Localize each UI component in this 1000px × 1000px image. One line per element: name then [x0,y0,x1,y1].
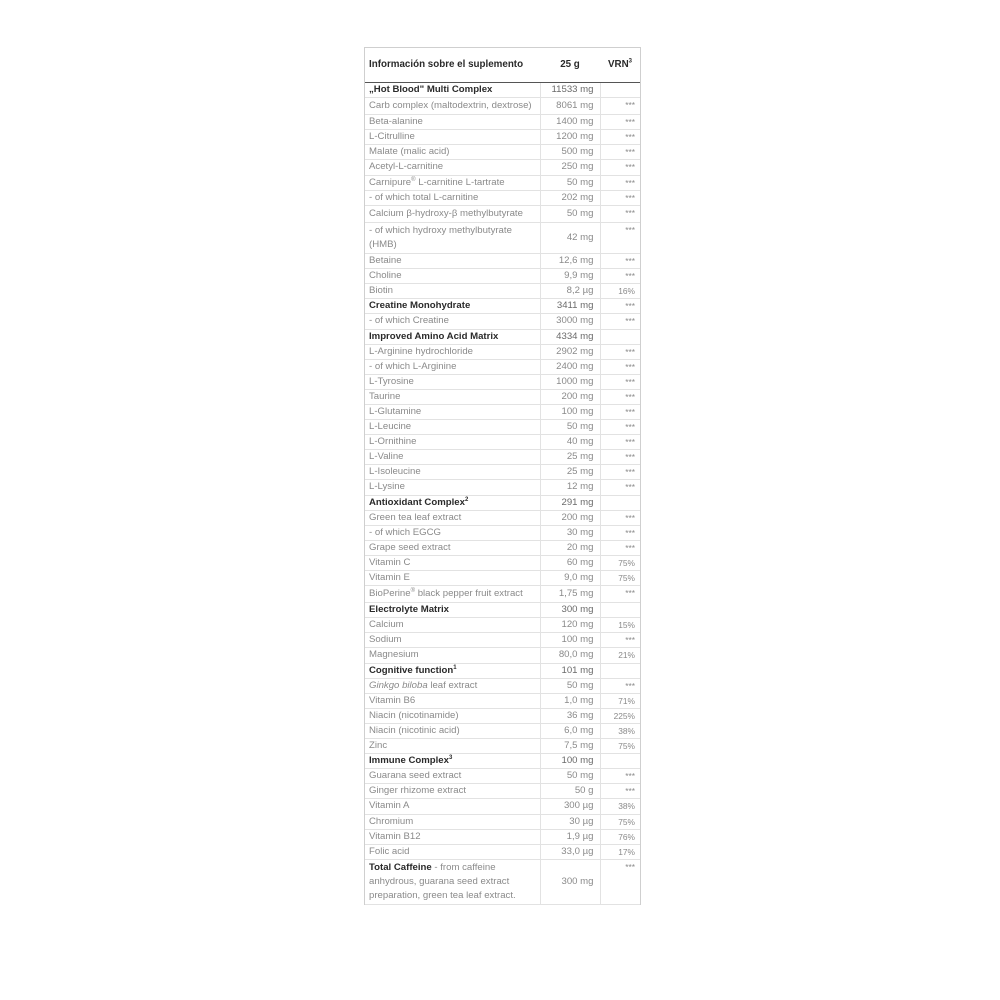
ingredient-label: Vitamin B12 [369,830,421,842]
ingredient-label: - of which Creatine [369,315,449,327]
table-row [365,829,640,844]
ingredient-superscript: 2 [464,496,469,503]
ingredient-label-rest: L-carnitine L-tartrate [415,176,505,188]
ingredient-amount: 1,0 mg [540,693,600,708]
ingredient-name [365,648,540,663]
ingredient-label: Electrolyte Matrix [369,604,449,616]
ingredient-label: Cognitive function [369,664,454,676]
ingredient-name [365,389,540,404]
ingredient-name [365,618,540,633]
ingredient-name [365,420,540,435]
ingredient-name [365,329,540,344]
ingredient-label: Total Caffeine [369,861,432,873]
table-row [365,299,640,314]
ingredient-vrn: *** [600,130,640,145]
ingredient-label: Magnesium [369,649,419,661]
ingredient-amount: 30 µg [540,814,600,829]
ingredient-name [365,754,540,769]
ingredient-amount: 2902 mg [540,344,600,359]
ingredient-amount: 1,9 µg [540,829,600,844]
ingredient-label: Niacin (nicotinamide) [369,709,459,721]
ingredient-label: Beta-alanine [369,116,423,128]
table-row [365,160,640,175]
ingredient-label: L-Leucine [369,421,412,433]
ingredient-amount: 25 mg [540,450,600,465]
table-row [365,175,640,190]
table-row [365,329,640,344]
ingredient-amount: 9,9 mg [540,269,600,284]
ingredient-vrn [600,329,640,344]
ingredient-vrn: 16% [600,284,640,299]
ingredient-name [365,723,540,738]
ingredient-vrn: *** [600,344,640,359]
ingredient-vrn: *** [600,480,640,495]
table-row [365,555,640,570]
ingredient-name [365,480,540,495]
ingredient-vrn: 21% [600,648,640,663]
table-row [365,723,640,738]
ingredient-vrn: *** [600,314,640,329]
ingredient-vrn: 75% [600,814,640,829]
table-row [365,480,640,495]
ingredient-label: Ginkgo biloba [369,679,428,691]
ingredient-label: Choline [369,270,402,282]
ingredient-name [365,540,540,555]
ingredient-vrn: 75% [600,739,640,754]
ingredient-vrn: *** [600,510,640,525]
table-row [365,389,640,404]
ingredient-name [365,299,540,314]
ingredient-vrn: *** [600,190,640,205]
header-vrn [600,48,640,83]
ingredient-name [365,769,540,784]
ingredient-name [365,160,540,175]
table-row [365,435,640,450]
header-name: Información sobre el suplemento [365,48,540,83]
ingredient-name [365,663,540,678]
ingredient-amount: 11533 mg [540,83,600,98]
ingredient-vrn: *** [600,269,640,284]
table-row [365,130,640,145]
ingredient-label: L-Glutamine [369,405,422,417]
ingredient-vrn [600,495,640,510]
ingredient-label: Carb complex (maltodextrin, dextrose) [369,100,532,112]
ingredient-vrn: 17% [600,844,640,859]
ingredient-name [365,799,540,814]
ingredient-amount: 12,6 mg [540,254,600,269]
ingredient-vrn: *** [600,359,640,374]
ingredient-amount: 50 mg [540,769,600,784]
ingredient-label: Calcium β-hydroxy-β methylbutyrate [369,207,523,219]
ingredient-amount: 200 mg [540,510,600,525]
ingredient-superscript: 1 [453,664,457,671]
ingredient-vrn: *** [600,254,640,269]
ingredient-amount: 100 mg [540,633,600,648]
ingredient-amount: 1400 mg [540,115,600,130]
ingredient-name [365,130,540,145]
ingredient-amount: 7,5 mg [540,739,600,754]
table-row [365,98,640,115]
table-row [365,205,640,222]
ingredient-label: BioPerine [369,588,411,600]
ingredient-label: L-Valine [369,451,404,463]
ingredient-vrn: *** [600,859,640,904]
ingredient-name [365,708,540,723]
ingredient-name [365,495,540,510]
table-row [365,603,640,618]
ingredient-amount: 3000 mg [540,314,600,329]
ingredient-vrn: *** [600,389,640,404]
ingredient-label: Improved Amino Acid Matrix [369,330,499,342]
ingredient-name [365,784,540,799]
ingredient-label: Betaine [369,255,402,267]
table-body [365,83,640,905]
ingredient-vrn: 76% [600,829,640,844]
ingredient-vrn: 38% [600,799,640,814]
ingredient-amount: 50 mg [540,205,600,222]
ingredient-vrn: *** [600,784,640,799]
ingredient-amount: 120 mg [540,618,600,633]
ingredient-vrn: *** [600,465,640,480]
ingredient-name [365,571,540,586]
ingredient-name [365,344,540,359]
ingredient-vrn: *** [600,222,640,253]
ingredient-amount: 1,75 mg [540,586,600,603]
table-row [365,648,640,663]
table-row [365,420,640,435]
table-row [365,754,640,769]
ingredient-amount: 4334 mg [540,329,600,344]
table-row [365,586,640,603]
ingredient-name [365,83,540,98]
ingredient-name [365,603,540,618]
ingredient-amount: 300 mg [540,859,600,904]
ingredient-vrn: *** [600,404,640,419]
ingredient-amount: 3411 mg [540,299,600,314]
ingredient-name [365,222,540,253]
ingredient-superscript: ® [410,587,416,594]
ingredient-amount: 50 g [540,784,600,799]
supplement-facts-panel [364,47,641,905]
ingredient-vrn: 75% [600,555,640,570]
ingredient-label: Vitamin B6 [369,694,416,706]
ingredient-amount: 40 mg [540,435,600,450]
ingredient-amount: 291 mg [540,495,600,510]
ingredient-vrn: *** [600,98,640,115]
ingredient-amount: 36 mg [540,708,600,723]
ingredient-vrn: *** [600,175,640,190]
ingredient-label: L-Tyrosine [369,375,414,387]
ingredient-label: Sodium [369,634,402,646]
ingredient-amount: 202 mg [540,190,600,205]
ingredient-amount: 30 mg [540,525,600,540]
ingredient-vrn: 38% [600,723,640,738]
ingredient-label-rest: black pepper fruit extract [415,588,523,600]
ingredient-label: Green tea leaf extract [369,511,462,523]
table-row [365,799,640,814]
ingredient-vrn: *** [600,633,640,648]
ingredient-vrn: *** [600,160,640,175]
ingredient-amount: 300 mg [540,603,600,618]
ingredient-name [365,510,540,525]
ingredient-name [365,739,540,754]
ingredient-amount: 33,0 µg [540,844,600,859]
ingredient-name [365,586,540,603]
ingredient-vrn: *** [600,145,640,160]
header-vrn-label: VRN [607,59,629,71]
ingredient-name [365,115,540,130]
table-row [365,314,640,329]
ingredient-amount: 1000 mg [540,374,600,389]
ingredient-amount: 1200 mg [540,130,600,145]
ingredient-label: L-Citrulline [369,131,415,143]
table-row [365,618,640,633]
ingredient-name [365,190,540,205]
ingredient-name [365,435,540,450]
ingredient-superscript: ® [411,176,416,183]
ingredient-vrn: 71% [600,693,640,708]
ingredient-name [365,859,540,904]
ingredient-name [365,359,540,374]
ingredient-vrn: 15% [600,618,640,633]
ingredient-vrn [600,663,640,678]
table-row [365,465,640,480]
ingredient-amount: 50 mg [540,678,600,693]
ingredient-label: Biotin [369,285,393,297]
table-row [365,404,640,419]
ingredient-label: - of which EGCG [369,526,441,538]
ingredient-vrn: *** [600,586,640,603]
ingredient-amount: 50 mg [540,420,600,435]
ingredient-vrn: *** [600,678,640,693]
table-row [365,633,640,648]
table-row [365,739,640,754]
ingredient-vrn: *** [600,420,640,435]
ingredient-label: - of which total L-carnitine [369,191,479,203]
ingredient-name [365,693,540,708]
ingredient-label-rest: - from caffeine anhydrous, guarana seed extract preparation, green tea leaf extract. [369,861,516,901]
ingredient-superscript: 3 [448,754,453,761]
ingredient-vrn: 75% [600,571,640,586]
ingredient-name [365,269,540,284]
ingredient-vrn: *** [600,525,640,540]
ingredient-vrn: *** [600,769,640,784]
table-row [365,495,640,510]
table-row [365,784,640,799]
ingredient-name [365,145,540,160]
ingredient-label: Creatine Monohydrate [369,300,471,312]
ingredient-amount: 500 mg [540,145,600,160]
ingredient-label-rest: leaf extract [427,679,478,691]
table-row [365,844,640,859]
ingredient-label: Ginger rhizome extract [369,785,467,797]
ingredient-vrn: *** [600,540,640,555]
table-row [365,359,640,374]
table-row [365,510,640,525]
ingredient-amount: 8,2 µg [540,284,600,299]
ingredient-amount: 50 mg [540,175,600,190]
ingredient-amount: 100 mg [540,404,600,419]
ingredient-name [365,465,540,480]
table-row [365,374,640,389]
ingredient-vrn [600,603,640,618]
header-amount: 25 g [540,48,600,83]
ingredient-amount: 60 mg [540,555,600,570]
ingredient-name [365,814,540,829]
ingredient-name [365,450,540,465]
ingredient-label: - of which L-Arginine [369,360,457,372]
ingredient-amount: 12 mg [540,480,600,495]
ingredient-label: Immune Complex [369,755,449,767]
ingredient-label: Acetyl-L-carnitine [369,161,444,173]
table-row [365,269,640,284]
ingredient-vrn: *** [600,450,640,465]
ingredient-label: Niacin (nicotinic acid) [369,724,460,736]
table-header-row [365,48,640,83]
ingredient-vrn: 225% [600,708,640,723]
table-row [365,678,640,693]
table-row [365,222,640,253]
ingredient-label: Antioxidant Complex [369,496,465,508]
table-row [365,571,640,586]
ingredient-vrn [600,754,640,769]
ingredient-amount: 20 mg [540,540,600,555]
ingredient-label: L-Isoleucine [369,466,421,478]
table-row [365,663,640,678]
ingredient-name [365,555,540,570]
ingredient-label: Taurine [369,390,401,402]
ingredient-name [365,844,540,859]
ingredient-amount: 9,0 mg [540,571,600,586]
ingredient-label: Vitamin E [369,572,410,583]
ingredient-label: Grape seed extract [369,541,451,553]
table-row [365,450,640,465]
ingredient-name [365,284,540,299]
ingredient-label: Vitamin A [369,800,410,812]
ingredient-label: Chromium [369,815,414,827]
table-row [365,540,640,555]
ingredient-vrn: *** [600,299,640,314]
table-row [365,814,640,829]
ingredient-label: - of which hydroxy methylbutyrate (HMB) [369,224,512,250]
ingredient-label: L-Arginine hydrochloride [369,345,473,357]
table-row [365,859,640,904]
ingredient-name [365,98,540,115]
ingredient-name [365,633,540,648]
ingredient-amount: 2400 mg [540,359,600,374]
ingredient-label: Carnipure [369,176,412,188]
ingredient-vrn [600,83,640,98]
ingredient-name [365,205,540,222]
ingredient-label: „Hot Blood" Multi Complex [369,84,493,95]
ingredient-amount: 25 mg [540,465,600,480]
ingredient-amount: 200 mg [540,389,600,404]
ingredient-vrn: *** [600,205,640,222]
table-row [365,115,640,130]
table-row [365,693,640,708]
table-row [365,254,640,269]
table-row [365,145,640,160]
table-row [365,525,640,540]
header-vrn-sup: 3 [628,59,633,66]
ingredient-label: Folic acid [369,845,410,857]
ingredient-amount: 6,0 mg [540,723,600,738]
ingredient-name [365,525,540,540]
ingredient-label: Vitamin C [369,556,411,568]
ingredient-name [365,175,540,190]
table-row [365,83,640,98]
table-row [365,344,640,359]
ingredient-label: Calcium [369,619,404,631]
table-row [365,708,640,723]
ingredient-label: Malate (malic acid) [369,146,450,158]
ingredient-vrn: *** [600,115,640,130]
ingredient-amount: 80,0 mg [540,648,600,663]
table-row [365,190,640,205]
ingredient-amount: 300 µg [540,799,600,814]
ingredient-label: Zinc [369,740,388,752]
ingredient-amount: 8061 mg [540,98,600,115]
ingredient-name [365,829,540,844]
ingredient-name [365,314,540,329]
ingredient-label: L-Lysine [369,481,405,493]
ingredient-name [365,374,540,389]
ingredient-label: Guarana seed extract [369,770,462,782]
ingredient-amount: 250 mg [540,160,600,175]
ingredient-amount: 101 mg [540,663,600,678]
ingredient-amount: 100 mg [540,754,600,769]
ingredient-label: L-Ornithine [369,436,417,448]
ingredient-name [365,404,540,419]
ingredient-vrn: *** [600,435,640,450]
ingredient-amount: 42 mg [540,222,600,253]
supplement-facts-table [365,47,640,905]
table-row [365,284,640,299]
ingredient-vrn: *** [600,374,640,389]
table-row [365,769,640,784]
ingredient-name [365,254,540,269]
ingredient-name [365,678,540,693]
